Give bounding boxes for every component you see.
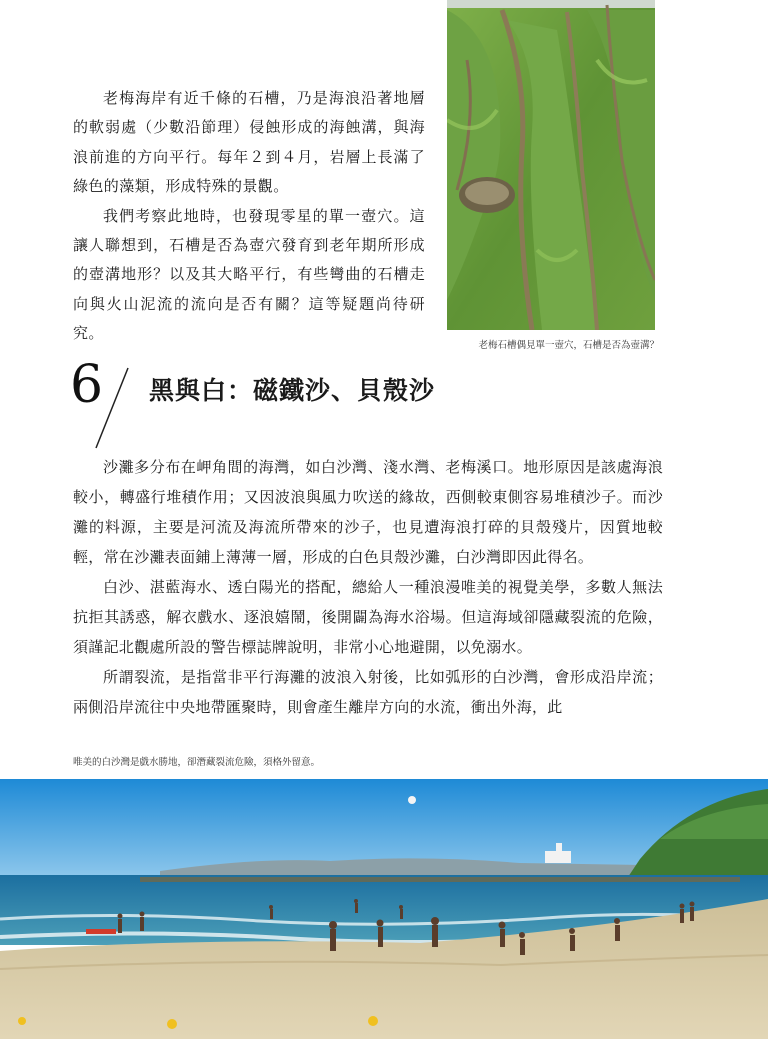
intro-text (73, 84, 425, 349)
body-paragraph-3: 所謂裂流，是指當非平行海灘的波浪入射後，比如弧形的白沙灣，會形成沿岸流；兩側沿岸流往中央地帶匯聚時，則會產生離岸方向的水流，衝出外海，此 (73, 668, 663, 716)
beach-image (0, 779, 768, 1039)
beach-photo (0, 779, 768, 1039)
body-paragraph-1: 沙灘多分布在岬角間的海灣，如白沙灣、淺水灣、老梅溪口。地形原因是該處海浪較小，轉盛行堆積作用；又因波浪與風力吹送的緣故，西側較東側容易堆積沙子。而沙灘的料源，主要是河流及海流所帶來的沙子，也見遭海浪打碎的貝殼殘片，因質地較輕，常在沙灘表面鋪上薄薄一層，形成的白色貝殼沙灘，白沙灣即因此得名。 (73, 458, 663, 566)
body-text (73, 452, 663, 722)
body-paragraph-2: 白沙、湛藍海水、透白陽光的搭配，總給人一種浪漫唯美的視覺美學，多數人無法抗拒其誘惑，解衣戲水、逐浪嬉鬧，後開闢為海水浴場。但這海域卻隱藏裂流的危險，須謹記北觀處所設的警告標誌牌說明，非常小心地避開，以免溺水。 (73, 578, 663, 656)
stone-trough-photo (447, 0, 655, 330)
beach-caption: 唯美的白沙灣是戲水勝地，卻潛藏裂流危險，須格外留意。 (73, 757, 321, 768)
stone-trough-image (447, 0, 655, 330)
section-number: 6 (70, 355, 104, 415)
intro-paragraph-1: 老梅海岸有近千條的石槽，乃是海浪沿著地層的軟弱處（少數沿節理）侵蝕形成的海蝕溝，與海浪前進的方向平行。每年２到４月，岩層上長滿了綠色的藻類，形成特殊的景觀。 (73, 89, 425, 196)
stone-trough-caption: 老梅石槽偶見單一壺穴，石槽是否為壺溝？ (478, 340, 659, 351)
section-divider-slash (92, 366, 132, 450)
intro-paragraph-2: 我們考察此地時，也發現零星的單一壺穴。這讓人聯想到，石槽是否為壺穴發育到老年期所形成的壺溝地形？以及其大略平行，有些彎曲的石槽走向與火山泥流的流向是否有關？這等疑題尚待研究。 (73, 206, 425, 343)
section-title: 黑與白：磁鐵沙、貝殼沙 (149, 376, 436, 405)
